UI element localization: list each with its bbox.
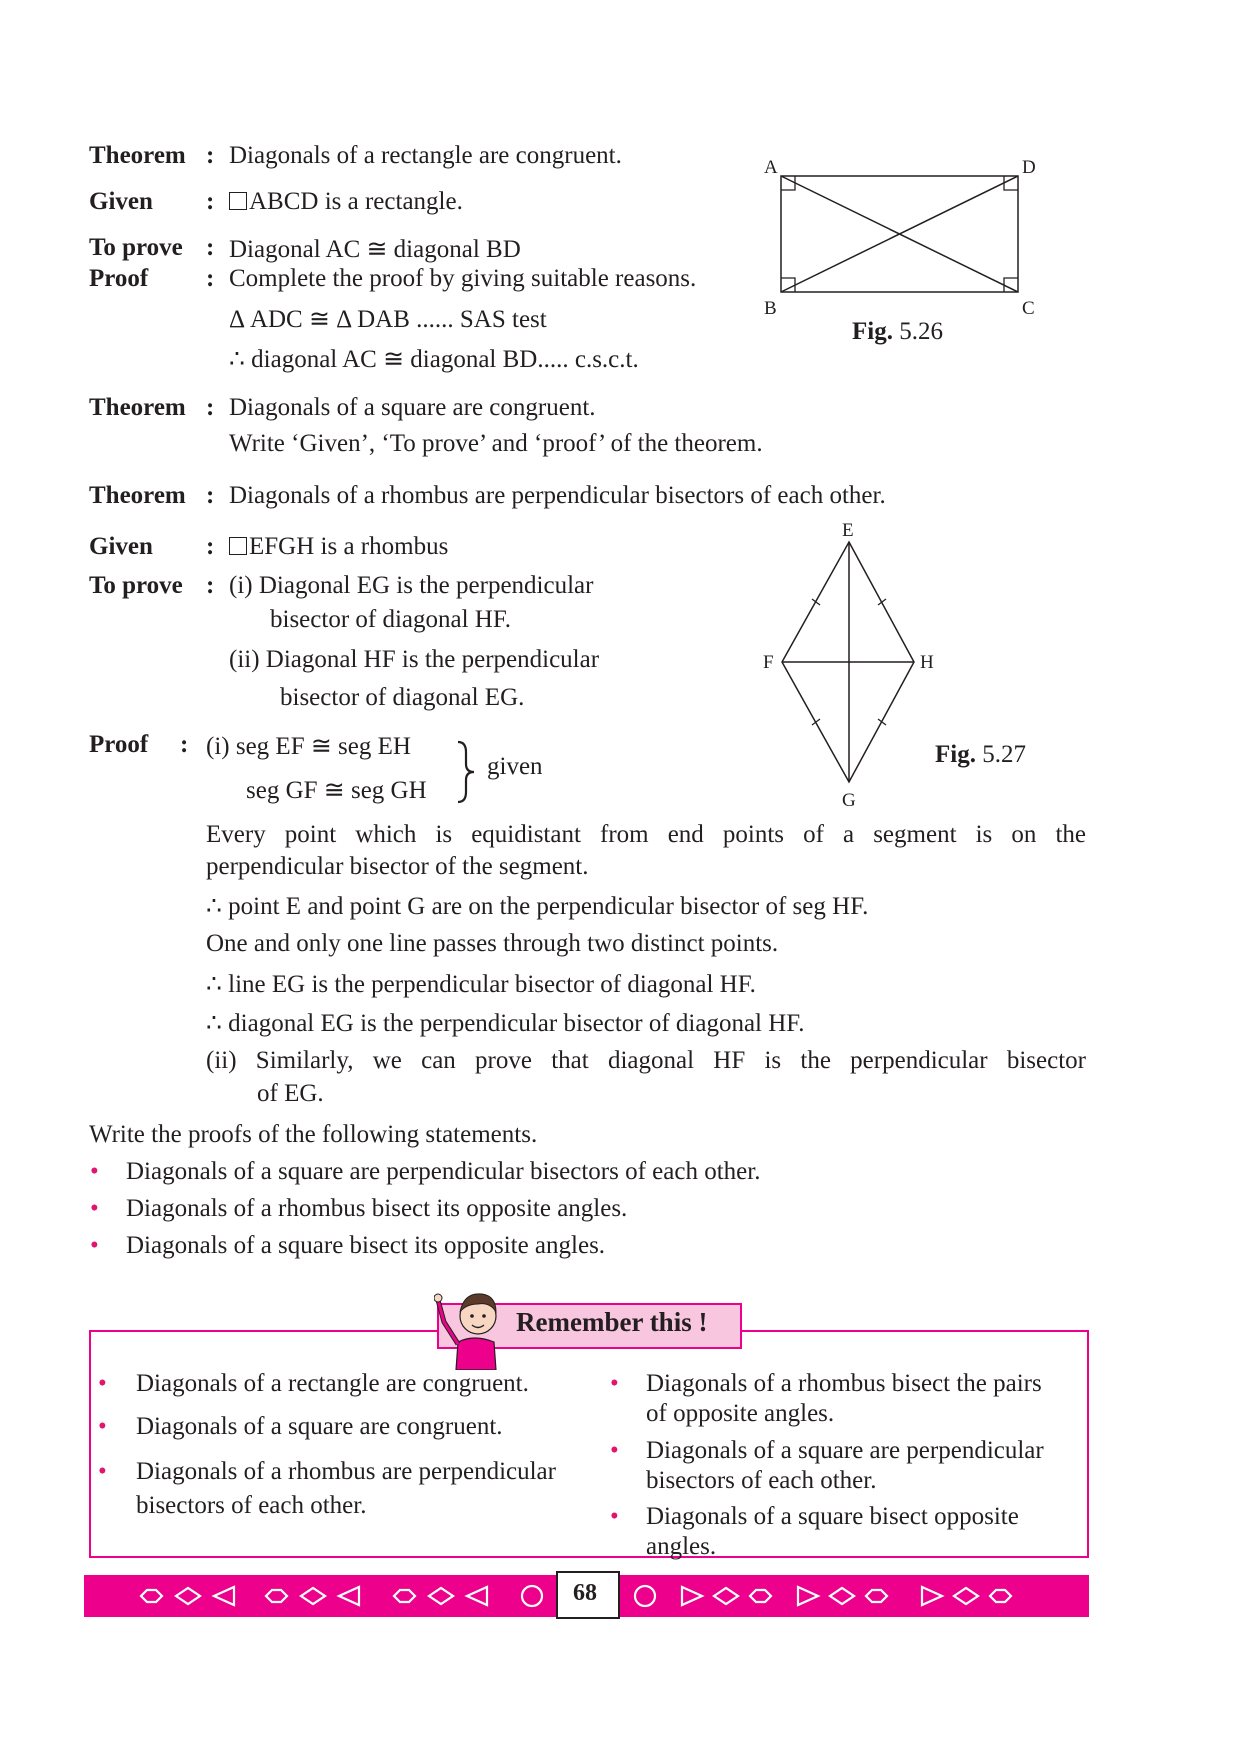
figure-caption: Fig. 5.26 [852,318,943,345]
rhombus-figure [760,518,960,810]
given-label: Given [89,188,153,215]
proof-text: Complete the proof by giving suitable reasons. [229,265,697,292]
theorem-statement: Diagonals of a rhombus are perpendicular bisectors of each other. [229,482,886,509]
remember-item-cont: of opposite angles. [646,1400,835,1427]
bullet-icon: • [90,1195,99,1222]
figure-caption: Fig. 5.27 [935,741,1026,768]
footer-shapes-left [84,1575,554,1617]
remember-item-cont: bisectors of each other. [646,1467,877,1494]
remember-item: Diagonals of a square are perpendicular [646,1437,1044,1464]
vertex-label-f: F [763,652,774,673]
bullet-icon: • [98,1458,107,1485]
proof-paragraph: perpendicular bisector of the segment. [206,853,589,880]
theorem-statement: Diagonals of a rectangle are congruent. [229,142,622,169]
remember-item: Diagonals of a rhombus bisect the pairs [646,1370,1042,1397]
proof-step: One and only one line passes through two distinct points. [206,930,779,957]
proof-step: ∴ point E and point G are on the perpendicular bisector of seg HF. [206,893,869,920]
remember-item-cont: bisectors of each other. [136,1492,367,1519]
boy-mascot-icon [434,1282,514,1370]
remember-item: Diagonals of a rectangle are congruent. [136,1370,529,1397]
proof-label: Proof [89,731,149,758]
quadrilateral-icon [229,537,247,555]
remember-item: Diagonals of a rhombus are perpendicular [136,1458,556,1485]
given-text: EFGH is a rhombus [229,533,448,561]
toprove-label: To prove [89,234,183,261]
proof-paragraph: Every point which is equidistant from end points of a segment is on the [206,821,1086,848]
bullet-icon: • [610,1437,619,1464]
exercise-intro: Write the proofs of the following statements. [89,1121,538,1148]
proof-step: of EG. [257,1080,324,1107]
theorem-label: Theorem [89,482,186,509]
vertex-label-g: G [842,790,856,810]
toprove-item: (ii) Diagonal HF is the perpendicular [229,646,600,673]
proof-step: Δ ADC ≅ Δ DAB ...... SAS test [229,306,547,333]
curly-brace [455,740,477,804]
proof-step: ∴ diagonal AC ≅ diagonal BD..... c.s.c.t. [229,346,639,373]
brace-annotation: given [487,753,543,780]
colon: : [206,482,215,509]
vertex-label-a: A [764,157,778,178]
vertex-label-c: C [1022,298,1035,319]
proof-step: ∴ line EG is the perpendicular bisector of diagonal HF. [206,971,756,998]
exercise-item: Diagonals of a square are perpendicular bisectors of each other. [126,1158,761,1185]
vertex-label-b: B [764,298,777,319]
proof-step: ∴ diagonal EG is the perpendicular bisector of diagonal HF. [206,1010,805,1037]
theorem-label: Theorem [89,394,186,421]
toprove-item: (i) Diagonal EG is the perpendicular [229,572,594,599]
remember-item: Diagonals of a square are congruent. [136,1413,503,1440]
colon: : [180,731,189,758]
colon: : [206,533,215,560]
vertex-label-e: E [842,520,854,541]
theorem-instruction: Write ‘Given’, ‘To prove’ and ‘proof’ of the theorem. [229,430,763,457]
given-label: Given [89,533,153,560]
quadrilateral-icon [229,192,247,210]
colon: : [206,265,215,292]
rectangle-figure [760,150,1060,330]
given-text: ABCD is a rectangle. [229,188,463,216]
colon: : [206,188,215,215]
bullet-icon: • [90,1232,99,1259]
proof-label: Proof [89,265,149,292]
toprove-item: bisector of diagonal HF. [270,606,512,633]
exercise-item: Diagonals of a square bisect its opposite angles. [126,1232,606,1259]
bullet-icon: • [610,1370,619,1397]
theorem-label: Theorem [89,142,186,169]
colon: : [206,234,215,261]
proof-step: seg GF ≅ seg GH [246,777,427,804]
bullet-icon: • [90,1158,99,1185]
vertex-label-d: D [1022,157,1036,178]
bullet-icon: • [610,1503,619,1530]
colon: : [206,394,215,421]
proof-step: (i) seg EF ≅ seg EH [206,733,411,760]
toprove-text: Diagonal AC ≅ diagonal BD [229,236,521,263]
colon: : [206,572,215,599]
vertex-label-h: H [920,652,934,673]
theorem-statement: Diagonals of a square are congruent. [229,394,596,421]
bullet-icon: • [98,1370,107,1397]
page-number: 68 [573,1580,597,1606]
remember-item: Diagonals of a square bisect opposite [646,1503,1019,1530]
bullet-icon: • [98,1413,107,1440]
toprove-item: bisector of diagonal EG. [280,684,525,711]
proof-step: (ii) Similarly, we can prove that diagonal HF is the perpendicular bisector [206,1047,1086,1074]
exercise-item: Diagonals of a rhombus bisect its opposite angles. [126,1195,628,1222]
colon: : [206,142,215,169]
footer-shapes-right [620,1575,1089,1617]
remember-title: Remember this ! [516,1307,708,1337]
toprove-label: To prove [89,572,183,599]
remember-item-cont: angles. [646,1533,717,1560]
